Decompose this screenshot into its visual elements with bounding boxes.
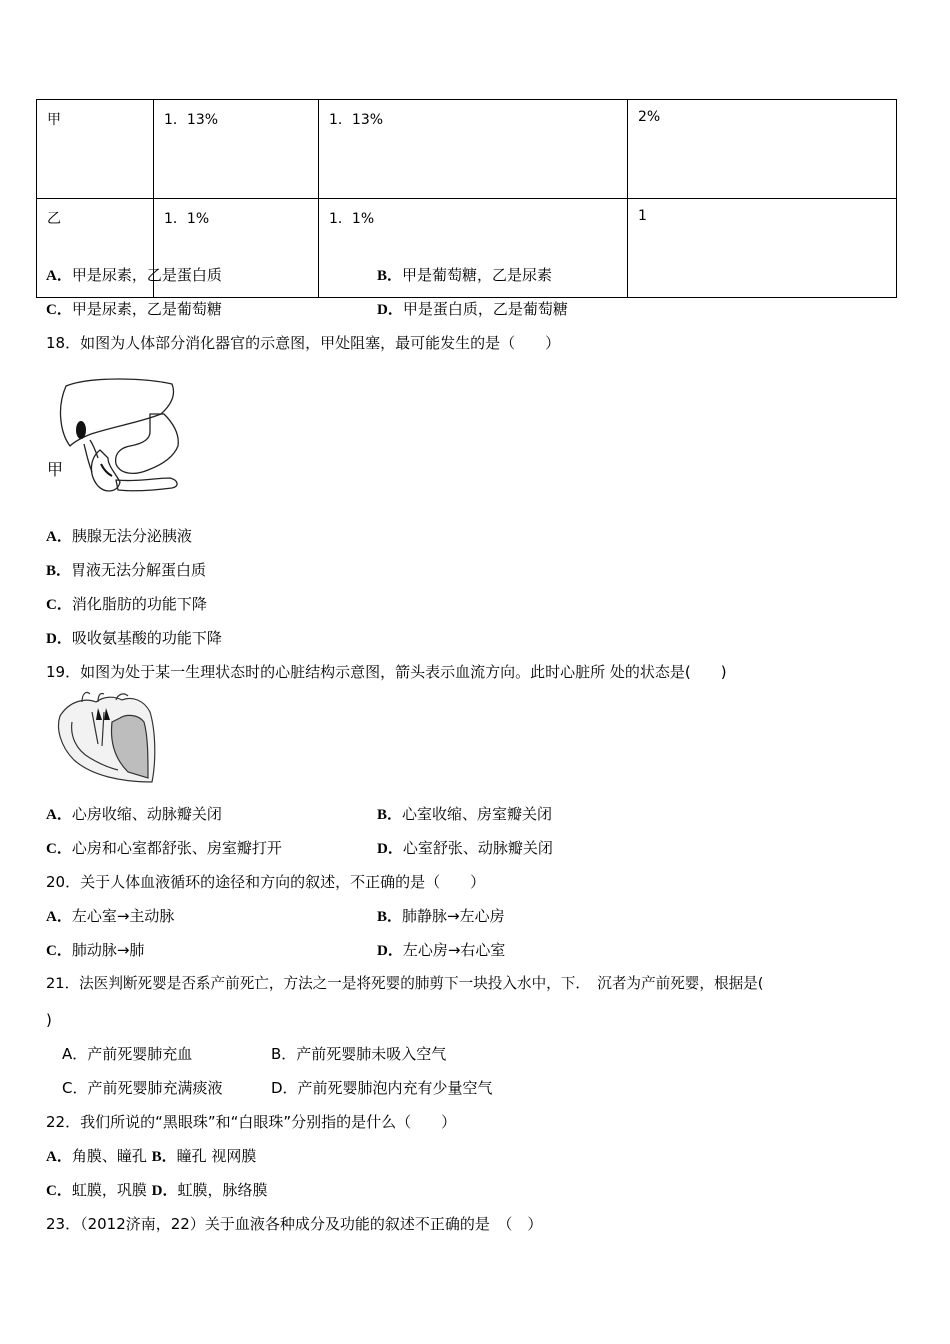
q20-option-d[interactable]: D．左心房→右心室 <box>377 941 506 959</box>
q17-option-c[interactable]: C．甲是尿素，乙是葡萄糖 <box>46 300 222 318</box>
q19-option-a[interactable]: A．心房收缩、动脉瓣关闭 <box>46 805 222 823</box>
q23-stem: 23．（2012济南，22）关于血液各种成分及功能的叙述不正确的是 （ ） <box>46 1215 543 1233</box>
q21-stem: 21．法医判断死婴是否系产前死亡，方法之一是将死婴的肺剪下一块投入水中，下． 沉者为产前死婴，根据是( <box>46 975 764 992</box>
q19-option-c[interactable]: C．心房和心室都舒张、房室瓣打开 <box>46 839 282 857</box>
table-cell: 乙 <box>37 199 154 298</box>
q20-stem: 20．关于人体血液循环的途径和方向的叙述，不正确的是（ ） <box>46 873 486 891</box>
figure-label-jia: 甲 <box>47 460 64 479</box>
q18-option-d[interactable]: D．吸收氨基酸的功能下降 <box>46 629 222 647</box>
q22-options-line-1 <box>46 1146 256 1167</box>
table-cell: 1．1% <box>154 199 319 298</box>
q17-option-b[interactable]: B．甲是葡萄糖，乙是尿素 <box>377 266 553 284</box>
q17-option-d[interactable]: D．甲是蛋白质，乙是葡萄糖 <box>377 300 568 318</box>
table-cell: 1 <box>628 199 897 298</box>
q20-option-a[interactable]: A．左心室→主动脉 <box>46 907 175 925</box>
q19-option-b[interactable]: B．心室收缩、房室瓣关闭 <box>377 805 553 823</box>
q19-stem: 19．如图为处于某一生理状态时的心脏结构示意图，箭头表示血流方向。此时心脏所 处的状态是( ) <box>46 663 727 681</box>
q18-option-c[interactable]: C．消化脂肪的功能下降 <box>46 595 207 613</box>
table-cell: 甲 <box>37 100 154 199</box>
q22-options-line-2 <box>46 1180 268 1201</box>
table-cell: 2% <box>628 100 897 199</box>
table-cell: 1．13% <box>154 100 319 199</box>
q21-option-d[interactable]: D．产前死婴肺泡内充有少量空气 <box>271 1079 493 1097</box>
q21-option-b[interactable]: B．产前死婴肺未吸入空气 <box>271 1045 447 1063</box>
q21-option-c[interactable]: C．产前死婴肺充满痰液 <box>62 1079 223 1097</box>
table-cell: 1．13% <box>319 100 628 199</box>
q21-stem-continued: ) <box>46 1011 52 1029</box>
q22-stem: 22．我们所说的“黑眼珠”和“白眼珠”分别指的是什么（ ） <box>46 1113 457 1131</box>
gallbladder-shape <box>76 421 86 439</box>
stomach-shape <box>116 414 179 473</box>
q22-option-b[interactable]: B．瞳孔 视网膜 <box>151 1147 257 1165</box>
q18-option-a[interactable]: A．胰腺无法分泌胰液 <box>46 527 192 545</box>
q20-option-b[interactable]: B．肺静脉→左心房 <box>377 907 505 925</box>
q21-option-a[interactable]: A．产前死婴肺充血 <box>62 1045 193 1063</box>
q18-stem: 18．如图为人体部分消化器官的示意图，甲处阻塞，最可能发生的是（ ） <box>46 334 561 352</box>
q17-option-a[interactable]: A．甲是尿素，乙是蛋白质 <box>46 266 222 284</box>
q18-option-b[interactable]: B．胃液无法分解蛋白质 <box>46 561 207 579</box>
digestive-organs-figure <box>46 374 196 504</box>
table-row <box>37 100 897 199</box>
table-cell: 1．1% <box>319 199 628 298</box>
q20-option-c[interactable]: C．肺动脉→肺 <box>46 941 145 959</box>
q22-option-c[interactable]: C．虹膜，巩膜 <box>46 1181 147 1199</box>
q22-option-d[interactable]: D．虹膜，脉络膜 <box>151 1181 268 1199</box>
pancreas-shape <box>116 478 177 491</box>
q19-option-d[interactable]: D．心室舒张、动脉瓣关闭 <box>377 839 553 857</box>
heart-structure-figure <box>52 692 162 784</box>
q22-option-a[interactable]: A．角膜、瞳孔 <box>46 1147 147 1165</box>
